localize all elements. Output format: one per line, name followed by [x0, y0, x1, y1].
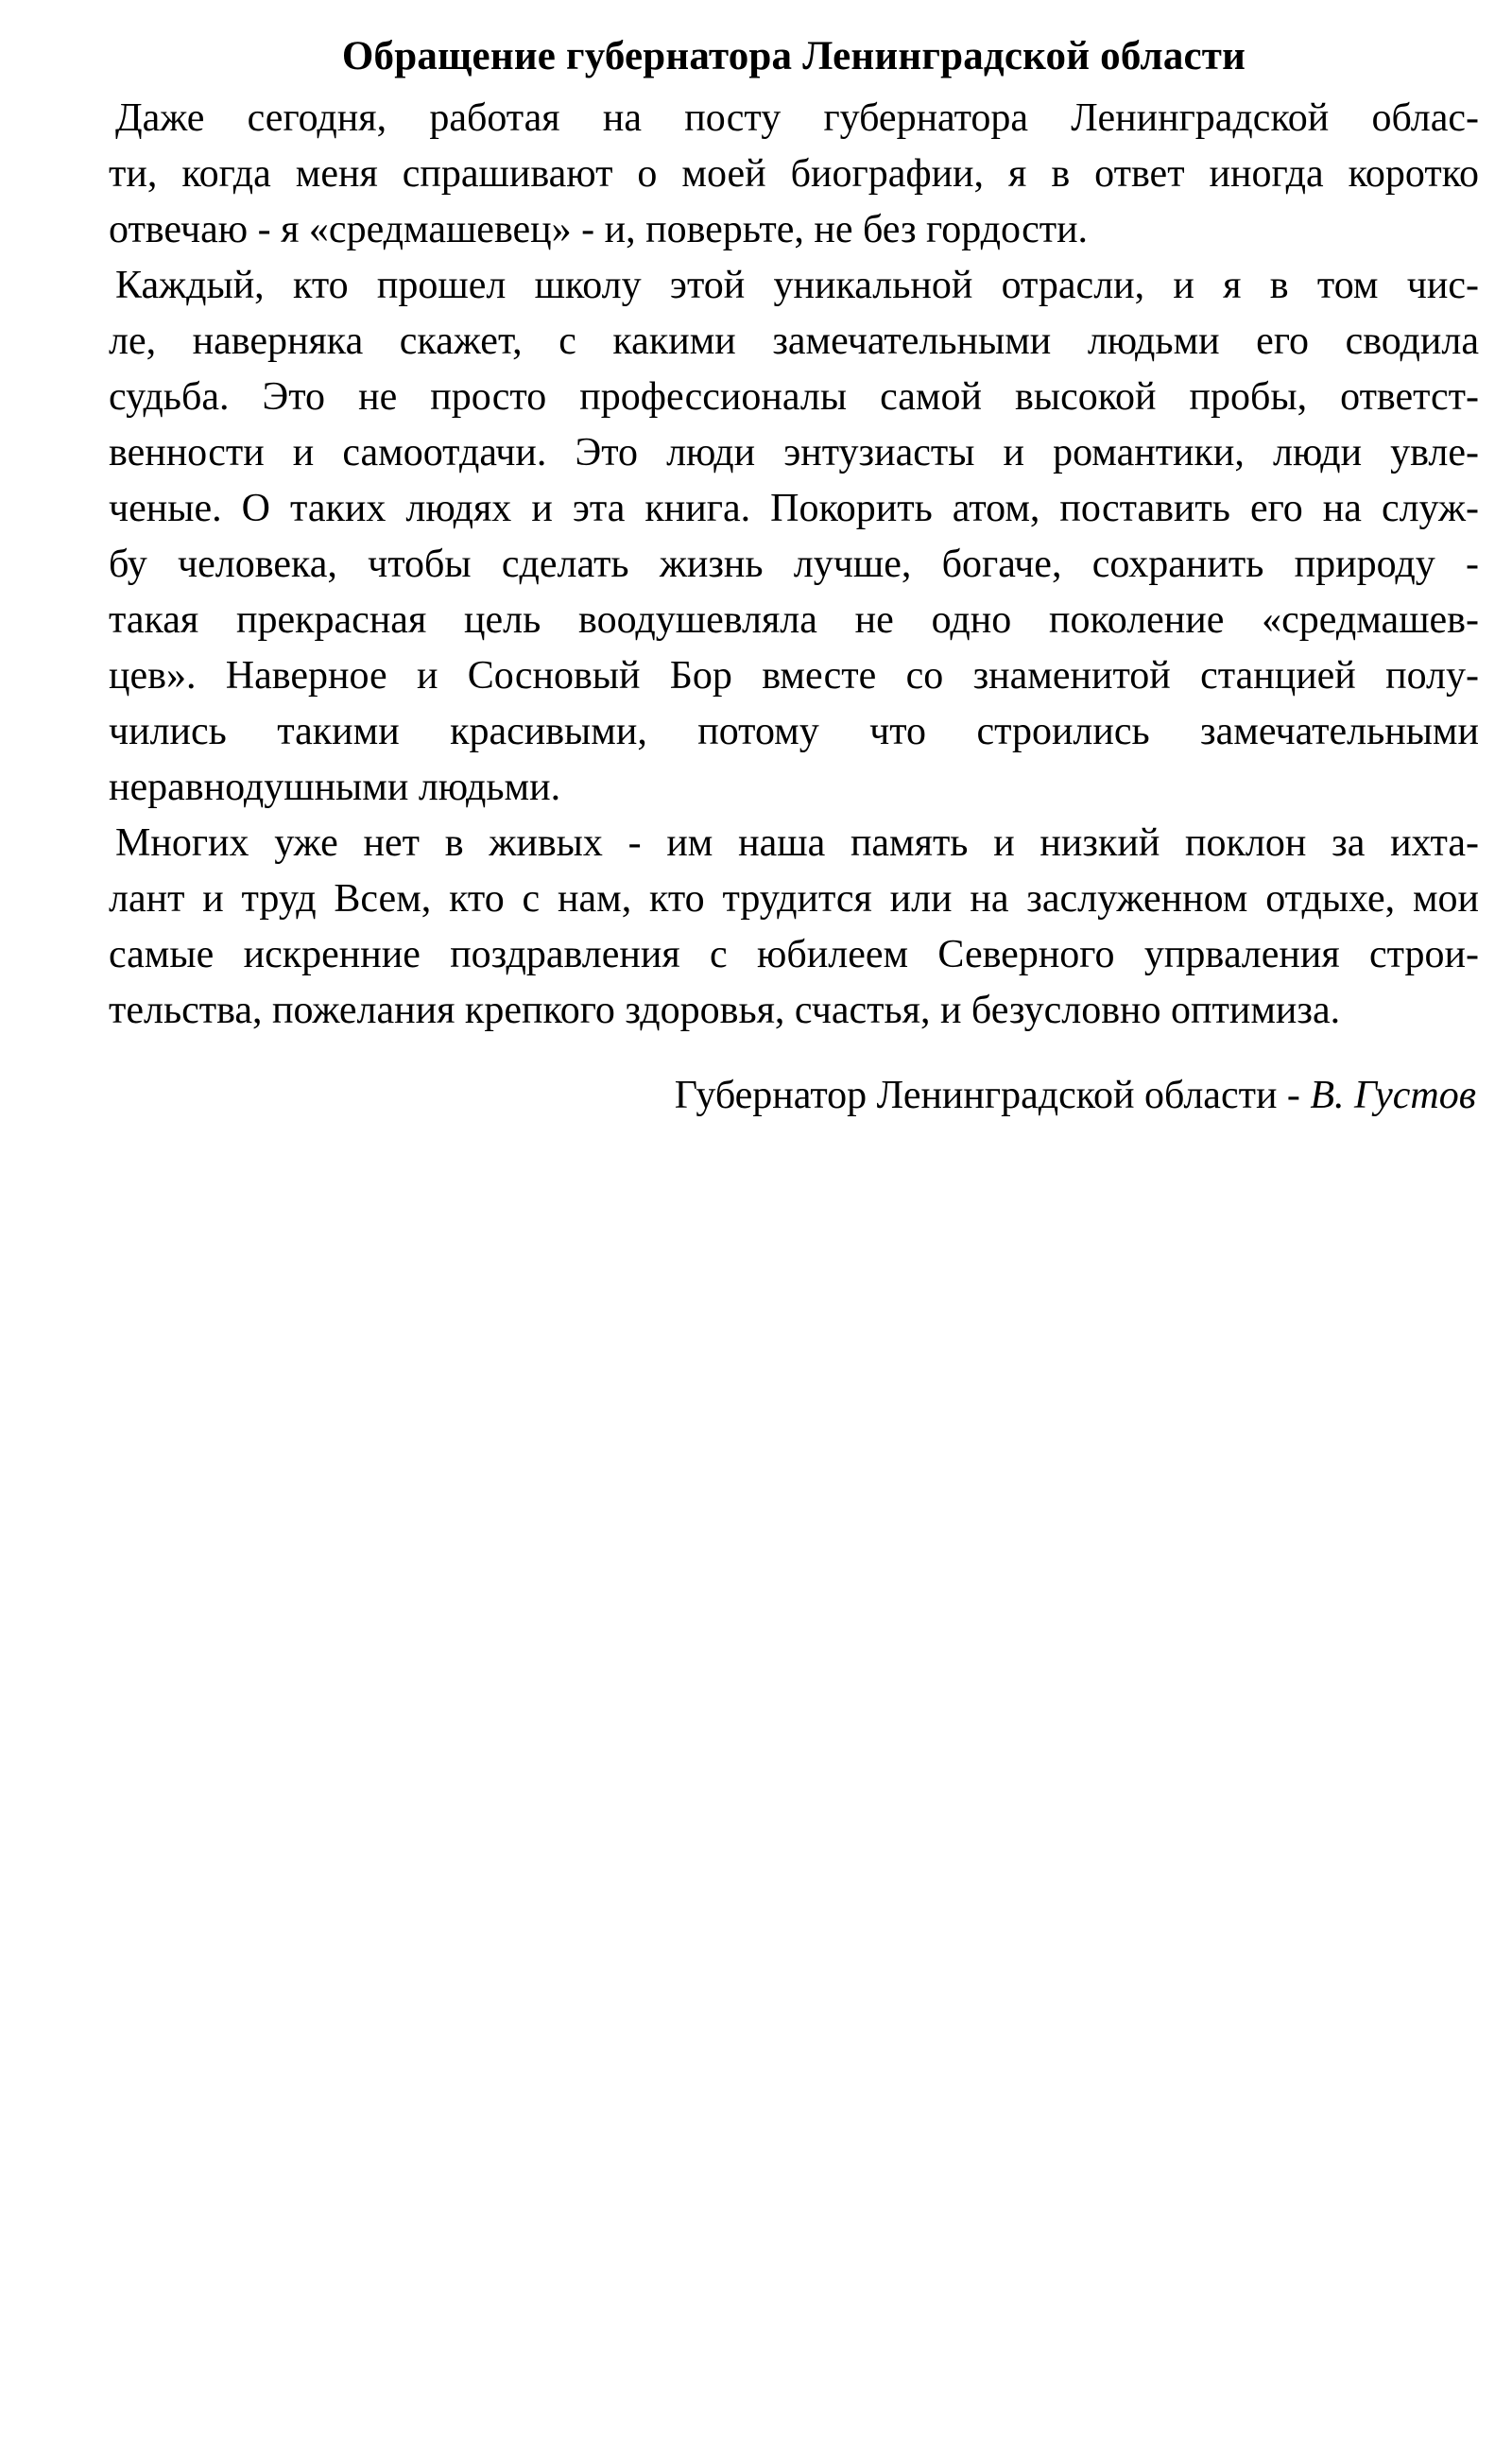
paragraph-3	[109, 816, 1479, 1039]
signature-name: В. Густов	[1310, 1074, 1476, 1117]
text-line: венности и самоотдачи. Это люди энтузиасты и романтики, люди увле-	[109, 431, 1479, 474]
text-line: отвечаю - я «средмашевец» - и, поверьте, не без гордости.	[109, 208, 1089, 251]
text-line: судьба. Это не просто профессионалы самой высокой пробы, ответст-	[109, 375, 1479, 419]
paragraph-1	[109, 91, 1479, 258]
text-line: ле, наверняка скажет, с какими замечательными людьми его сводила	[109, 319, 1479, 363]
text-line: неравнодушными людьми.	[109, 766, 561, 809]
text-line: такая прекрасная цель воодушевляла не одно поколение «средмашев-	[109, 598, 1479, 642]
document-page	[109, 28, 1479, 1124]
text-line: ти, когда меня спрашивают о моей биографии, я в ответ иногда коротко	[109, 152, 1479, 196]
text-line: чились такими красивыми, потому что строились замечательными	[109, 710, 1479, 753]
text-line: ченые. О таких людях и эта книга. Покорить атом, поставить его на служ-	[109, 487, 1479, 530]
paragraph-2	[109, 258, 1479, 816]
signature-position: Губернатор Ленинградской области -	[674, 1074, 1300, 1117]
text-line: бу человека, чтобы сделать жизнь лучше, богаче, сохранить природу -	[109, 543, 1479, 586]
document-title: Обращение губернатора Ленинградской области	[341, 34, 1246, 78]
text-line: тельства, пожелания крепкого здоровья, счастья, и безусловно оптимиза.	[109, 989, 1341, 1032]
text-line: Даже сегодня, работая на посту губернатора Ленинградской облас-	[115, 96, 1479, 140]
text-line: самые искренние поздравления с юбилеем Северного упрвaления строи-	[109, 933, 1479, 976]
text-line: Многих уже нет в живых - им наша память и низкий поклон за ихта-	[115, 821, 1479, 865]
signature	[109, 1068, 1479, 1124]
text-line: цев». Наверное и Сосновый Бор вместе со знаменитой станцией полу-	[109, 654, 1479, 698]
text-line: лант и труд Всем, кто с нам, кто трудится или на заслуженном отдыхе, мои	[109, 877, 1479, 921]
text-line: Каждый, кто прошел школу этой уникальной отрасли, и я в том чис-	[115, 264, 1479, 307]
